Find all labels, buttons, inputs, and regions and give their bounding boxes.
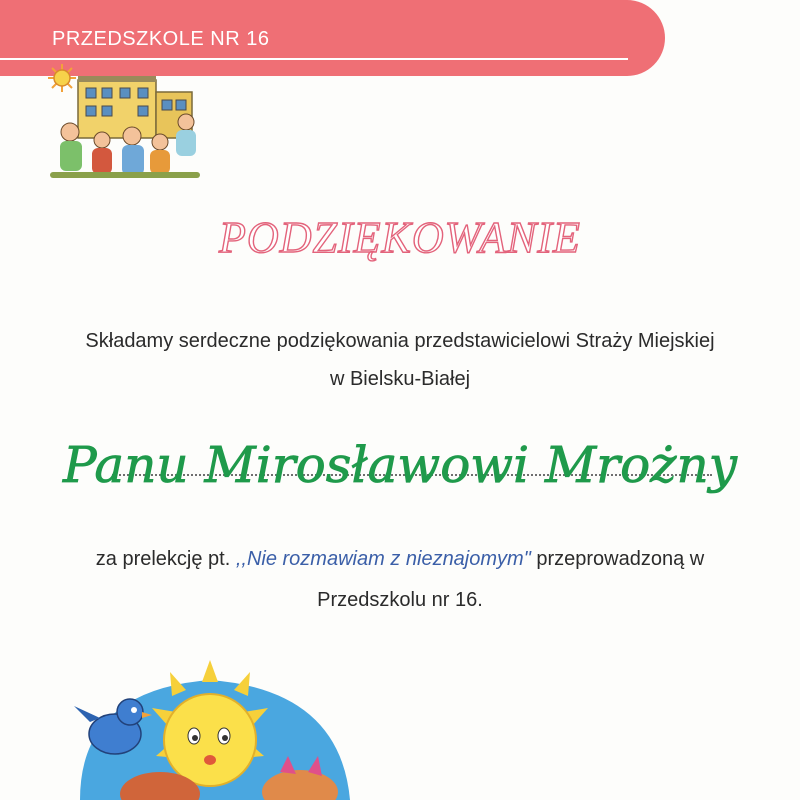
- document-heading: PODZIĘKOWANIE: [219, 213, 581, 262]
- header-title: PRZEDSZKOLE NR 16: [52, 28, 270, 50]
- kindergarten-logo-icon: [40, 62, 205, 184]
- thanks-line-1: Składamy serdeczne podziękowania przedstawicielowi Straży Miejskiej: [85, 330, 715, 352]
- lecture-title: ,,Nie rozmawiam z nieznajomym": [235, 548, 531, 570]
- lecture-prefix: za prelekcję pt.: [95, 548, 236, 570]
- lecture-suffix: przeprowadzoną w: [530, 548, 705, 570]
- kindergarten-line: Przedszkolu nr 16.: [317, 589, 483, 611]
- recipient-name: Panu Mirosławowi Mrożny: [63, 436, 737, 494]
- handwritten-recipient-name: [0, 414, 800, 524]
- lecture-line: [0, 548, 800, 571]
- header-underline: [0, 58, 628, 60]
- sun-bird-cat-illustration-icon: [60, 660, 360, 800]
- thanks-line-2: w Bielsku-Białej: [329, 368, 471, 390]
